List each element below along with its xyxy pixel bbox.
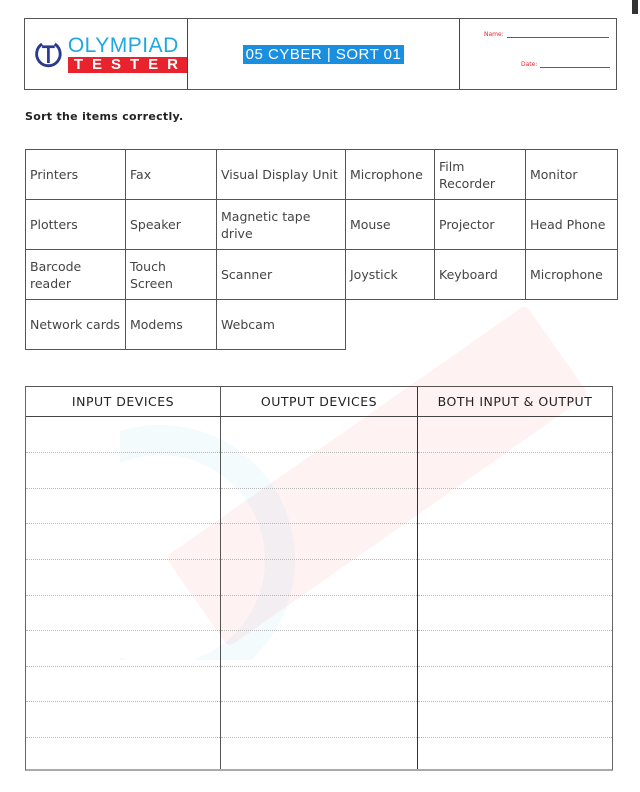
sort-item[interactable]: Barcode reader xyxy=(26,250,126,300)
worksheet-title: 05 CYBER | SORT 01 xyxy=(243,45,405,64)
sort-item[interactable]: Webcam xyxy=(217,300,346,350)
title-cell xyxy=(188,19,460,89)
sort-item[interactable]: Touch Screen xyxy=(126,250,217,300)
page-corner-mark xyxy=(632,0,638,14)
table-row xyxy=(26,300,618,350)
instruction-text: Sort the items correctly. xyxy=(25,110,184,123)
logo-text-tester: TESTER xyxy=(68,57,187,73)
sort-item[interactable]: Head Phone xyxy=(526,200,618,250)
sort-items-table xyxy=(25,149,618,350)
date-field[interactable] xyxy=(521,61,610,68)
empty-cell xyxy=(526,300,618,350)
name-blank-line[interactable] xyxy=(507,32,609,38)
answer-table-body xyxy=(26,417,612,769)
column-header-input: INPUT DEVICES xyxy=(26,387,221,416)
sort-item[interactable]: Microphone xyxy=(526,250,618,300)
sort-item[interactable]: Speaker xyxy=(126,200,217,250)
table-row xyxy=(26,150,618,200)
sort-item[interactable]: Printers xyxy=(26,150,126,200)
sort-item[interactable]: Microphone xyxy=(346,150,435,200)
answer-table-header xyxy=(26,387,612,417)
table-row xyxy=(26,200,618,250)
sort-item[interactable]: Scanner xyxy=(217,250,346,300)
date-label: Date: xyxy=(521,61,538,68)
name-field[interactable] xyxy=(484,31,609,38)
empty-cell xyxy=(435,300,526,350)
sort-item[interactable]: Visual Display Unit xyxy=(217,150,346,200)
logo-text-olympiad: OLYMPIAD xyxy=(67,33,179,57)
column-header-both: BOTH INPUT & OUTPUT xyxy=(437,394,593,409)
worksheet-header xyxy=(24,18,617,90)
empty-cell xyxy=(346,300,435,350)
sort-item[interactable]: Joystick xyxy=(346,250,435,300)
sort-item[interactable]: Keyboard xyxy=(435,250,526,300)
name-label: Name: xyxy=(484,31,504,38)
sort-item[interactable]: Fax xyxy=(126,150,217,200)
date-blank-line[interactable] xyxy=(540,62,610,68)
answer-column-both[interactable] xyxy=(418,417,612,769)
answer-table xyxy=(25,386,613,771)
olympiad-tester-logo-icon xyxy=(33,37,64,71)
sort-item[interactable]: Projector xyxy=(435,200,526,250)
sort-item[interactable]: Monitor xyxy=(526,150,618,200)
column-header-output: OUTPUT DEVICES xyxy=(221,387,418,416)
table-row xyxy=(26,250,618,300)
answer-column-input[interactable] xyxy=(26,417,221,769)
sort-item[interactable]: Magnetic tape drive xyxy=(217,200,346,250)
sort-item[interactable]: Modems xyxy=(126,300,217,350)
sort-item[interactable]: Network cards xyxy=(26,300,126,350)
sort-item[interactable]: Plotters xyxy=(26,200,126,250)
name-date-cell xyxy=(460,19,616,89)
sort-item[interactable]: Mouse xyxy=(346,200,435,250)
sort-item[interactable]: Film Recorder xyxy=(435,150,526,200)
logo xyxy=(25,19,188,89)
answer-column-output[interactable] xyxy=(221,417,418,769)
